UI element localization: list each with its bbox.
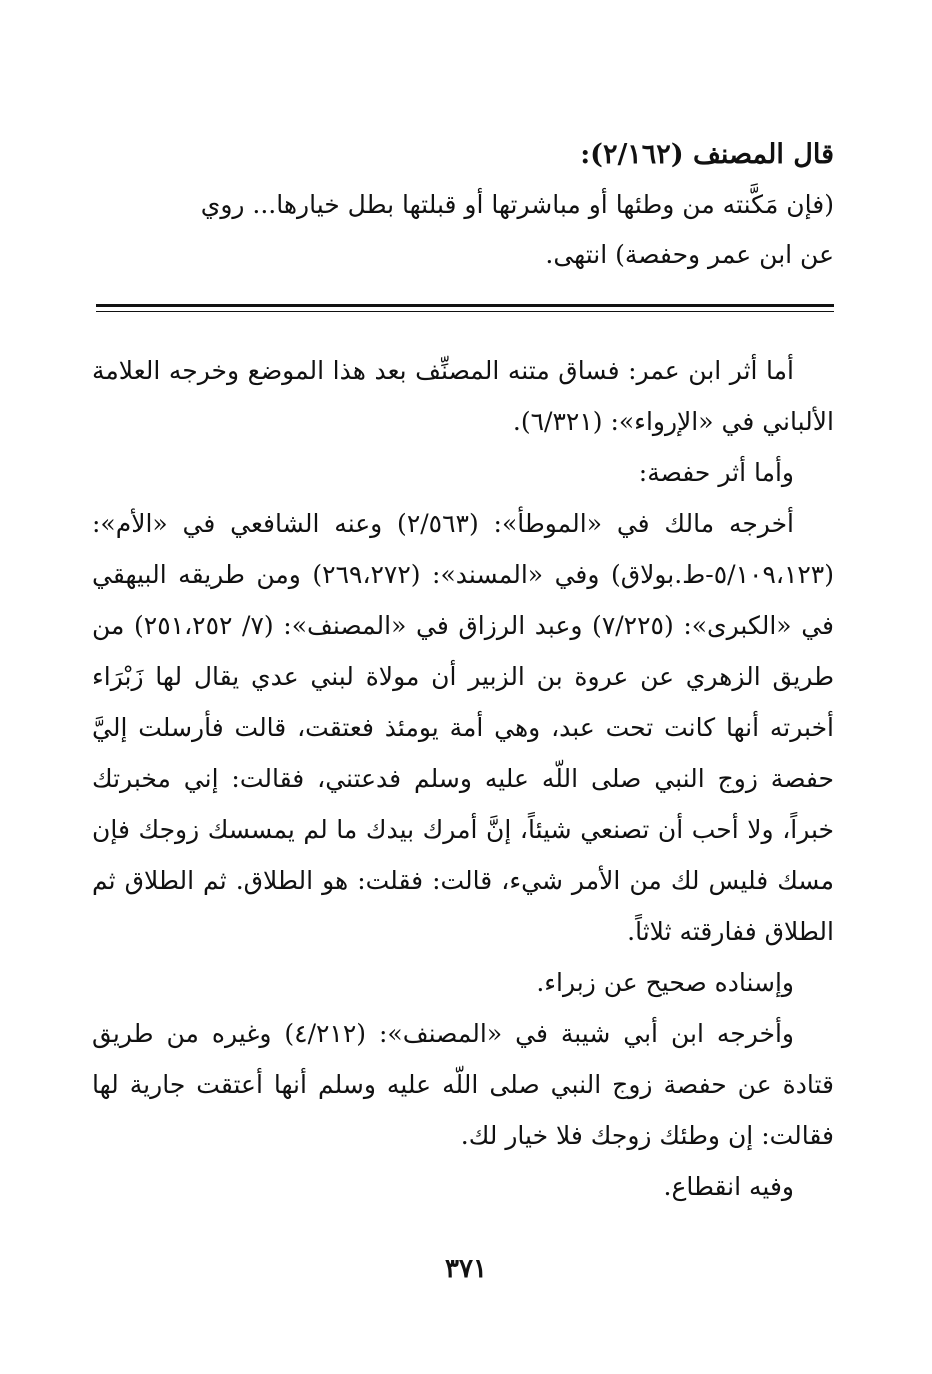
separator-rule-thick	[96, 304, 834, 307]
paragraph-ibn-umar: أما أثر ابن عمر: فساق متنه المصنِّف بعد هذا الموضع وخرجه العلامة الألباني في «الإرواء»: (٦/٣٢١).	[92, 356, 834, 436]
paragraph-hafsa-heading: وأما أثر حفصة:	[638, 458, 794, 487]
paragraph-isnad-note: وإسناده صحيح عن زبراء.	[536, 968, 794, 997]
commentary-body	[92, 345, 834, 1212]
paragraph-ibn-abi-shayba: وأخرجه ابن أبي شيبة في «المصنف»: (٤/٢١٢) وغيره من طريق قتادة عن حفصة زوج النبي صلى اللّه عليه وسلم أنها أعتقت جارية لها فقالت: إن وطئك زوجك فلا خيار لك.	[92, 1019, 834, 1150]
quote-line: (فإن مَكَّنته من وطئها أو مباشرتها أو قبلتها بطل خيارها... روي	[200, 190, 834, 219]
quote-text	[92, 180, 834, 280]
paragraph-malik-narration: أخرجه مالك في «الموطأ»: (٢/٥٦٣) وعنه الشافعي في «الأم»: (٥/١٠٩،١٢٣-ط.بولاق) وفي «المسند»: (٢٦٩،٢٧٢) ومن طريقه البيهقي في «الكبرى»: (٧/٢٢٥) وعبد الرزاق في «المصنف»: (٧/ ٢٥١،٢٥٢) من طريق الزهري عن عروة بن الزبير أن مولاة لبني عدي يقال لها زَبْرَاء أخبرته أنها كانت تحت عبد، وهي أمة يومئذ فعتقت، قالت فأرسلت إليَّ حفصة زوج النبي صلى اللّه عليه وسلم فدعتني، فقالت: إني مخبرتك خبراً، ولا أحب أن تصنعي شيئاً، إنَّ أمرك بيدك ما لم يمسسك زوجك فإن مسك فليس لك من الأمر شيء، قالت: فقلت: هو الطلاق. ثم الطلاق ثم الطلاق ففارقته ثلاثاً.	[92, 509, 835, 946]
page-number: ٣٧١	[445, 1254, 487, 1284]
quote-heading: قال المصنف (٢/١٦٢):	[580, 139, 834, 170]
author-quote-block	[92, 130, 834, 280]
quote-line: عن ابن عمر وحفصة) انتهى.	[545, 240, 834, 269]
paragraph-inqita-note: وفيه انقطاع.	[663, 1172, 794, 1201]
separator-rule-thin	[96, 311, 834, 312]
